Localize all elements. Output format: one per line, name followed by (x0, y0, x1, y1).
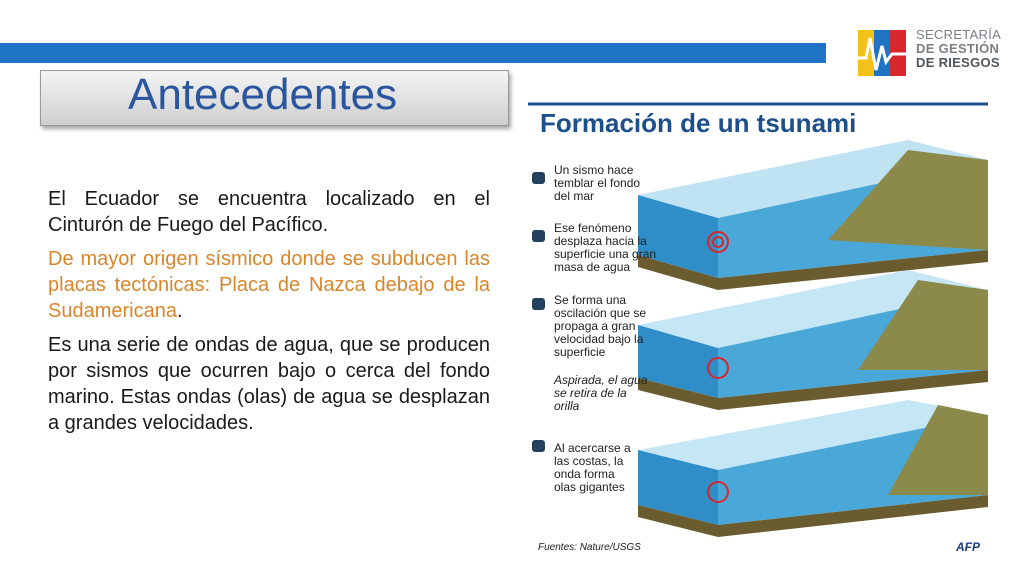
step-3-bullet-icon (532, 298, 545, 310)
logo-text (916, 28, 1001, 70)
logo (856, 22, 1016, 82)
tsunami-infographic (528, 100, 988, 562)
step-2-text: Ese fenómeno desplaza hacia la superficie una gran masa de agua (554, 221, 657, 274)
panel-3-illustration (638, 400, 988, 537)
panel-1-illustration (638, 140, 988, 290)
retreat-note: Aspirada, el agua se retira de la orilla (554, 373, 648, 413)
logo-mark-icon (856, 28, 908, 78)
infographic-title: Formación de un tsunami (540, 108, 857, 138)
page-title: Antecedentes (128, 70, 398, 119)
step-1-text: Un sismo hace temblar el fondo del mar (554, 163, 641, 203)
agency-logo: AFP (956, 540, 980, 554)
step-4-bullet-icon (532, 440, 545, 452)
step-2-bullet-icon (532, 230, 545, 242)
body-text (48, 186, 490, 444)
paragraph-2-highlight: De mayor origen sísmico donde se subducen las placas tectónicas: Placa de Nazca debajo de la Sudamericana (48, 248, 490, 322)
paragraph-2 (48, 246, 490, 324)
paragraph-3: Es una serie de ondas de agua, que se producen por sismos que ocurren bajo o cerca del fondo marino. Estas ondas (olas) de agua se desplazan a grandes velocidades. (48, 334, 490, 434)
paragraph-2-tail: . (176, 300, 183, 322)
logo-line-2: DE GESTIÓN (916, 41, 1000, 56)
paragraph-1: El Ecuador se encuentra localizado en el Cinturón de Fuego del Pacífico. (48, 188, 490, 236)
logo-line-3: DE RIESGOS (916, 55, 1000, 70)
panel-2-illustration (638, 270, 988, 410)
step-3-text: Se forma una oscilación que se propaga a gran velocidad bajo la superficie (554, 293, 647, 359)
logo-line-1: SECRETARÍA (916, 27, 1002, 42)
step-4-text: Al acercarse a las costas, la onda forma olas gigantes (554, 441, 631, 494)
header-bar (0, 43, 826, 63)
source-credit: Fuentes: Nature/USGS (538, 542, 641, 553)
step-1-bullet-icon (532, 172, 545, 184)
